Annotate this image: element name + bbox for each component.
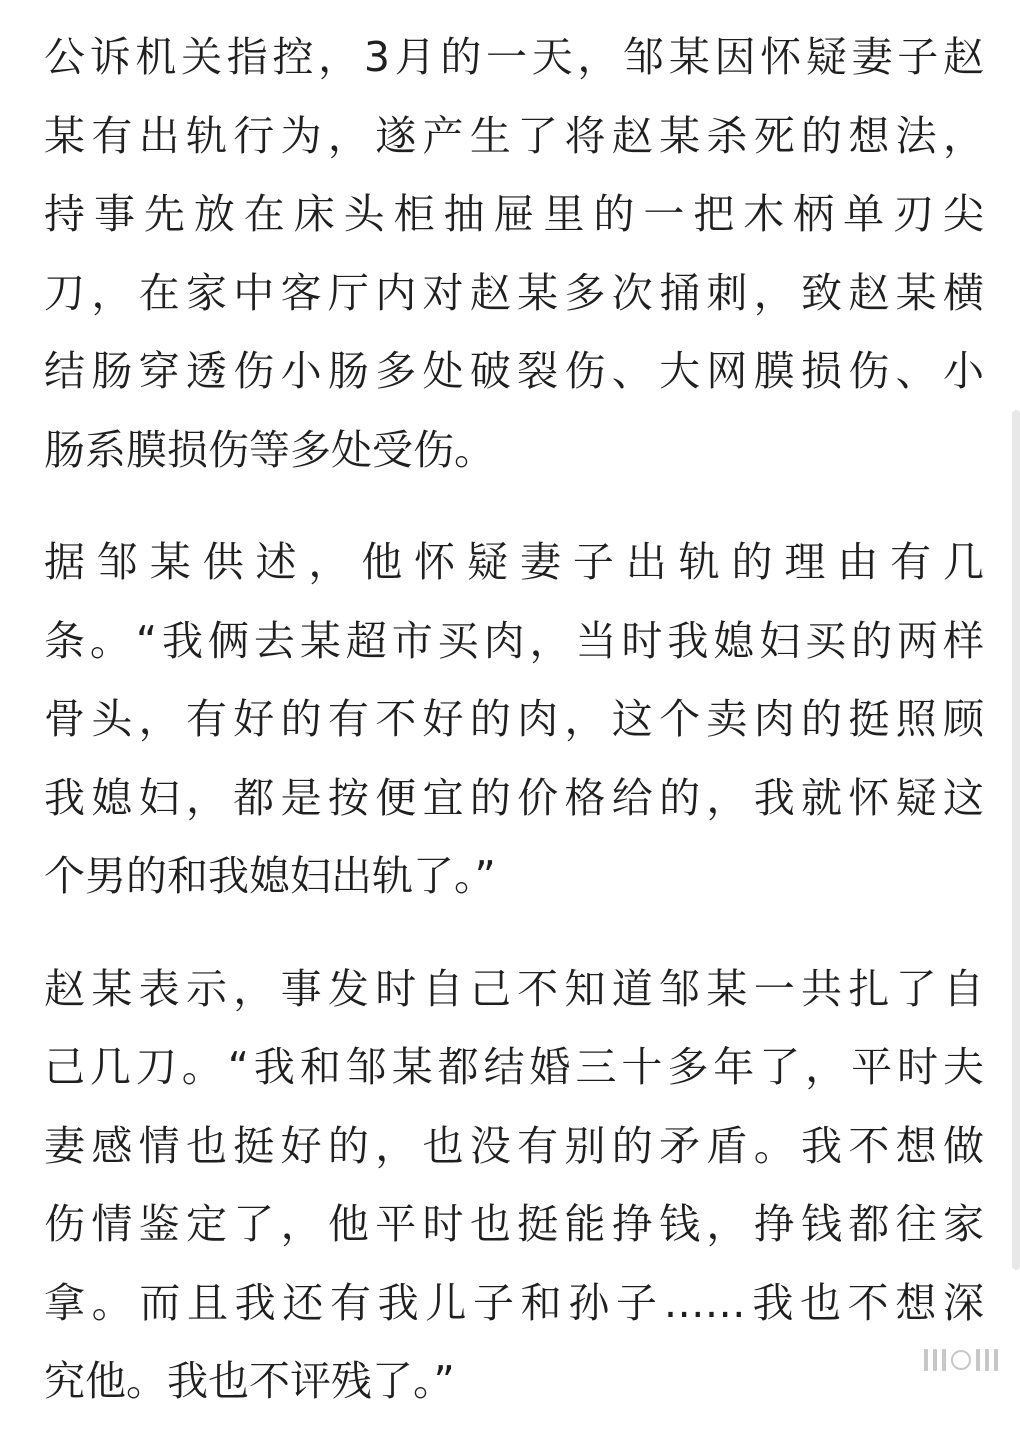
watermark-bar-icon bbox=[994, 1349, 998, 1371]
watermark-bar-icon bbox=[933, 1349, 937, 1371]
watermark-bar-icon bbox=[976, 1349, 980, 1371]
text-line: 拿。而且我还有我儿子和孙子……我也不想深 bbox=[44, 1278, 984, 1327]
text-line: 某有出轨行为，遂产生了将赵某杀死的想法， bbox=[44, 111, 984, 160]
text-line: 公诉机关指控，3月的一天，邹某因怀疑妻子赵 bbox=[44, 33, 984, 81]
watermark-bar-icon bbox=[942, 1349, 946, 1371]
text-line: 据邹某供述，他怀疑妻子出轨的理由有几 bbox=[44, 538, 984, 586]
scrollbar[interactable] bbox=[1012, 410, 1020, 1270]
text-line: 刀，在家中客厅内对赵某多次捅刺，致赵某横 bbox=[44, 268, 984, 317]
article-body bbox=[44, 18, 984, 1455]
text-line: 我媳妇，都是按便宜的价格给的，我就怀疑这 bbox=[44, 773, 984, 822]
paragraph-3 bbox=[44, 950, 984, 1421]
paragraph-1 bbox=[44, 18, 984, 489]
text-line: 持事先放在床头柜抽屉里的一把木柄单刃尖 bbox=[44, 190, 984, 238]
text-line: 己几刀。“我和邹某都结婚三十多年了，平时夫 bbox=[44, 1043, 984, 1091]
paragraph-2 bbox=[44, 523, 984, 916]
text-line: 伤情鉴定了，他平时也挺能挣钱，挣钱都往家 bbox=[44, 1200, 984, 1248]
source-watermark-icon bbox=[924, 1345, 998, 1375]
watermark-bar-icon bbox=[924, 1349, 928, 1371]
text-line: 骨头，有好的有不好的肉，这个卖肉的挺照顾 bbox=[44, 695, 984, 743]
text-line: 赵某表示，事发时自己不知道邹某一共扎了自 bbox=[44, 964, 984, 1013]
text-line: 肠系膜损伤等多处受伤。 bbox=[44, 425, 495, 474]
watermark-circle-icon bbox=[951, 1350, 971, 1370]
text-line: 条。“我俩去某超市买肉，当时我媳妇买的两样 bbox=[44, 616, 984, 665]
watermark-bar-icon bbox=[985, 1349, 989, 1371]
text-line: 结肠穿透伤小肠多处破裂伤、大网膜损伤、小 bbox=[44, 347, 984, 395]
text-line: 妻感情也挺好的，也没有别的矛盾。我不想做 bbox=[44, 1121, 984, 1170]
text-line: 个男的和我媳妇出轨了。” bbox=[44, 852, 496, 900]
text-line: 究他。我也不评残了。” bbox=[44, 1357, 455, 1405]
